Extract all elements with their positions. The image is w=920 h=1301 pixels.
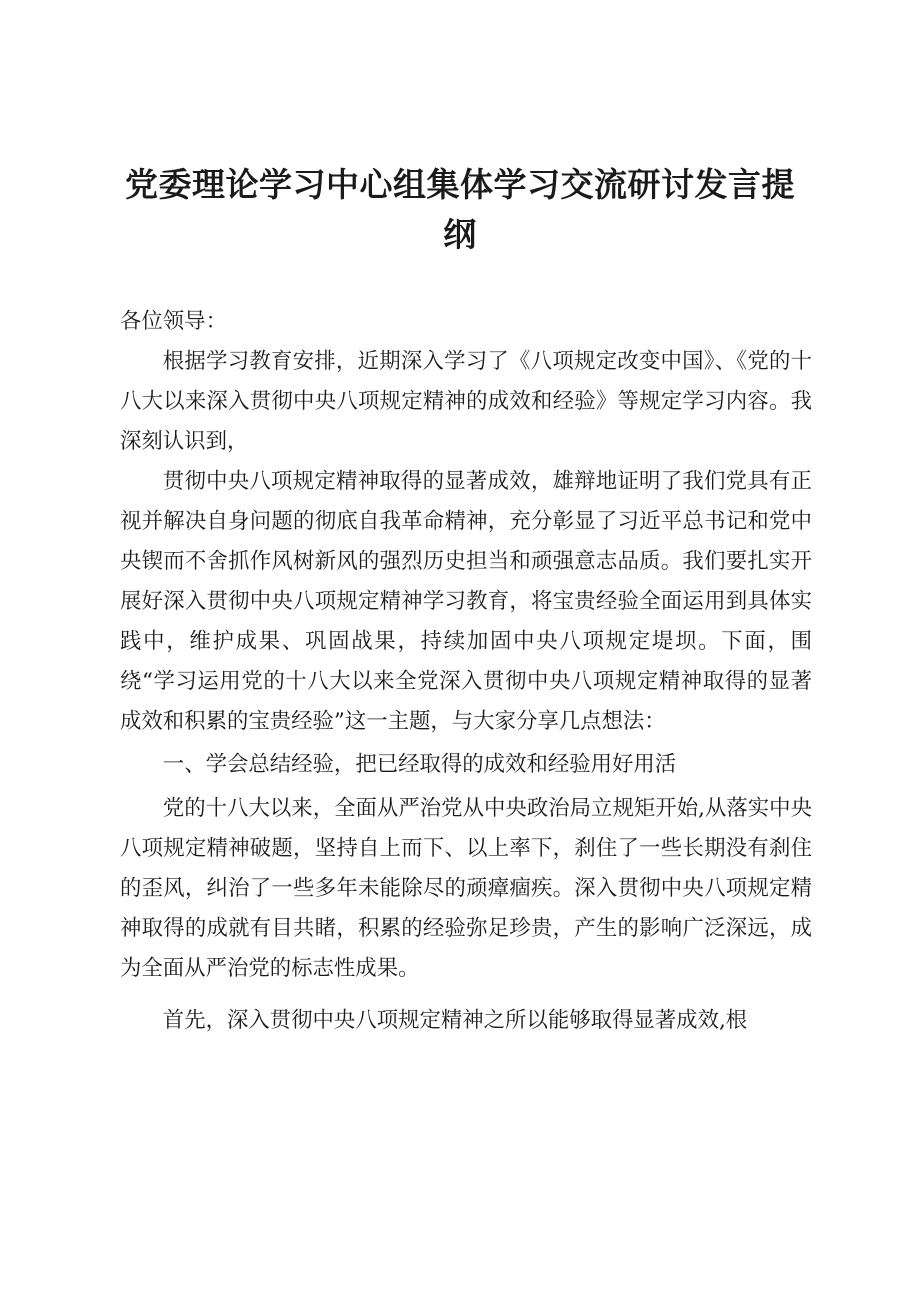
document-title: 党委理论学习中心组集体学习交流研讨发言提纲 bbox=[125, 165, 795, 254]
document-body bbox=[120, 302, 812, 1041]
section-paragraph: 党的十八大以来，全面从严治党从中央政治局立规矩开始,从落实中央八项规定精神破题，坚持自上而下、以上率下，刹住了一些长期没有刹住的歪风，纠治了一些多年未能除尽的顽瘴痼疾。深入贯彻中央八项规定精神取得的成就有目共睹，积累的经验弥足珍贵，产生的影响广泛深远，成为全面从严治党的标志性成果。 bbox=[120, 796, 812, 981]
salutation: 各位领导： bbox=[120, 309, 227, 334]
body-paragraph: 根据学习教育安排，近期深入学习了《八项规定改变中国》、《党的十八大以来深入贯彻中央八项规定精神的成效和经验》等规定学习内容。我深刻认识到， bbox=[120, 349, 812, 454]
section-paragraph: 首先，深入贯彻中央八项规定精神之所以能够取得显著成效,根 bbox=[162, 1008, 748, 1033]
body-paragraph: 贯彻中央八项规定精神取得的显著成效，雄辩地证明了我们党具有正视并解决自身问题的彻底自我革命精神，充分彰显了习近平总书记和党中央锲而不舍抓作风树新风的强烈历史担当和顽强意志品质。我们要扎实开展好深入贯彻中央八项规定精神学习教育，将宝贵经验全面运用到具体实践中，维护成果、巩固战果，持续加固中央八项规定堤坝。下面，围绕“学习运用党的十八大以来全党深入贯彻中央八项规定精神取得的显著成效和积累的宝贵经验”这一主题，与大家分享几点想法： bbox=[120, 469, 812, 734]
section-heading: 一、学会总结经验，把已经取得的成效和经验用好用活 bbox=[162, 752, 677, 777]
